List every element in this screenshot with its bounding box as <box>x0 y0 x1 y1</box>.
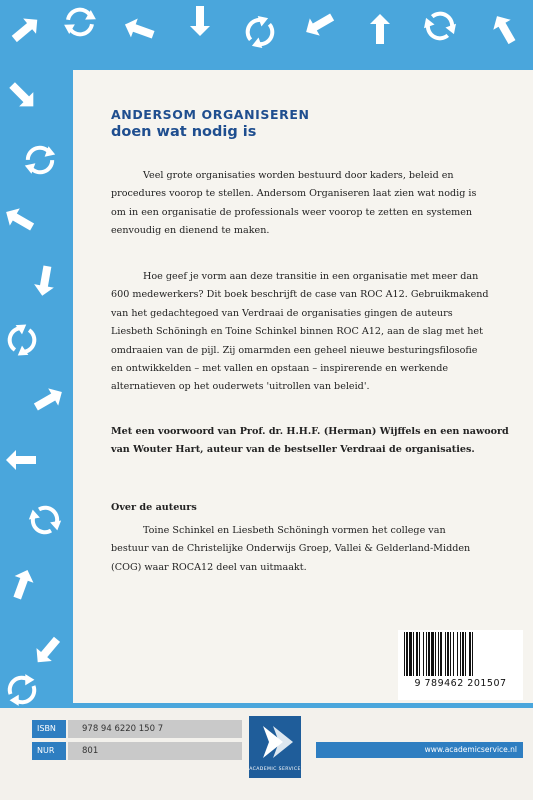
barcode-bar <box>423 632 424 676</box>
isbn-label: ISBN <box>32 720 66 738</box>
barcode-bar <box>445 632 446 676</box>
barcode-bar <box>465 632 466 676</box>
barcode-bar <box>457 632 458 676</box>
text-line: van het gedachtegoed van Verdraai de organisaties gingen de auteurs <box>111 307 453 319</box>
barcode-bar <box>413 632 414 676</box>
barcode-bar <box>431 632 434 676</box>
text-line: omdraaien van de pijl. Zij omarmden een geheel nieuwe besturingsfilosofie <box>111 344 478 356</box>
barcode-bar <box>450 632 451 676</box>
barcode-bar <box>404 632 405 676</box>
barcode-bar <box>435 632 436 676</box>
text-line: alternatieven op het ouderwets 'uitrollen van beleid'. <box>111 381 370 393</box>
about-authors-heading: Over de auteurs <box>111 502 197 513</box>
barcode-bar <box>440 632 442 676</box>
publisher-url: www.academicservice.nl <box>316 742 523 758</box>
barcode-bar <box>453 632 454 676</box>
barcode-bar <box>428 632 430 676</box>
text-line: eenvoudig en dienend te maken. <box>111 225 270 237</box>
barcode-bars <box>400 632 521 678</box>
barcode-bar <box>447 632 449 676</box>
text-line: bestuur van de Christelijke Onderwijs Groep, Vallei & Gelderland-Midden <box>111 543 471 555</box>
barcode-bar <box>462 632 464 676</box>
about-authors-paragraph <box>111 522 523 577</box>
isbn-barcode <box>398 630 523 700</box>
text-line: Hoe geef je vorm aan deze transitie in een organisatie met meer dan <box>143 271 479 282</box>
barcode-bar <box>416 632 418 676</box>
barcode-bar <box>406 632 408 676</box>
isbn-value: 978 94 6220 150 7 <box>68 720 242 738</box>
barcode-digits: 9 789462 201507 <box>414 678 507 689</box>
barcode-bar <box>438 632 439 676</box>
text-line: Met een voorwoord van Prof. dr. H.H.F. (Herman) Wijffels en een nawoord <box>111 426 509 437</box>
barcode-bar <box>426 632 427 676</box>
foreword-paragraph <box>111 423 523 460</box>
barcode-bar <box>469 632 471 676</box>
title-line-1: ANDERSOM ORGANISEREN <box>111 107 310 122</box>
intro-paragraph <box>111 167 523 241</box>
text-line: 600 medewerkers? Dit boek beschrijft de case van ROC A12. Gebruikmakend <box>111 289 489 301</box>
text-line: (COG) waar ROCA12 deel van uitmaakt. <box>111 561 307 573</box>
barcode-bar <box>460 632 461 676</box>
case-paragraph <box>111 268 523 397</box>
text-line: procedures voorop te stellen. Andersom Organiseren laat zien wat nodig is <box>111 188 477 200</box>
nur-label: NUR <box>32 742 66 760</box>
text-line: Liesbeth Schöningh en Toine Schinkel binnen ROC A12, aan de slag met het <box>111 326 483 338</box>
barcode-bar <box>419 632 420 676</box>
barcode-bar <box>472 632 473 676</box>
text-line: Veel grote organisaties worden bestuurd door kaders, beleid en <box>143 170 454 181</box>
text-line: om in een organisatie de professionals weer voorop te zetten en systemen <box>111 206 473 218</box>
publisher-logo-text: ACADEMIC SERVICE <box>249 767 301 772</box>
text-line: en ontwikkelden – met vallen en opstaan – inspirerende en werkende <box>111 363 449 375</box>
text-line: Toine Schinkel en Liesbeth Schöningh vormen het college van <box>143 525 446 536</box>
book-title <box>111 107 310 141</box>
text-line: van Wouter Hart, auteur van de bestseller Verdraai de organisaties. <box>111 444 475 456</box>
barcode-bar <box>409 632 412 676</box>
nur-value: 801 <box>68 742 242 760</box>
title-line-2: doen wat nodig is <box>111 124 257 140</box>
publisher-logo <box>249 716 301 778</box>
